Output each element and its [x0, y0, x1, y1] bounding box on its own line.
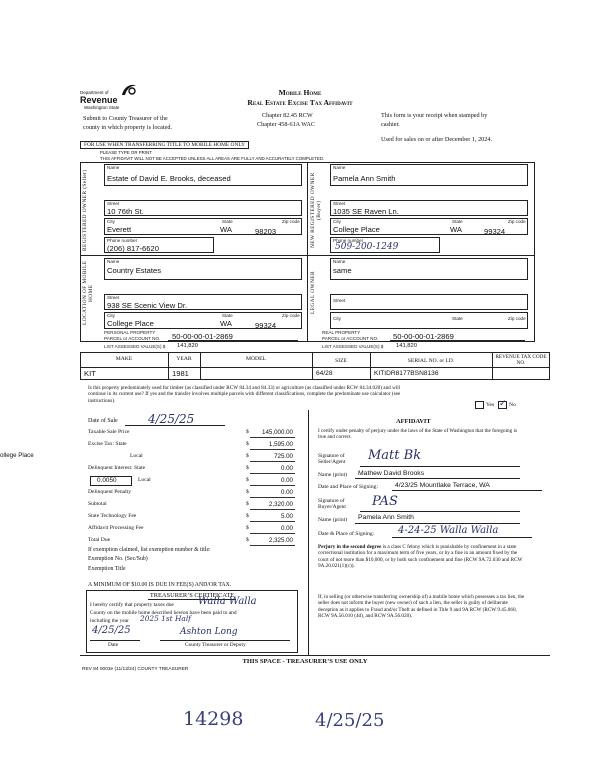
treasurer-deputy-label: County Treasurer or Deputy: [185, 642, 246, 648]
seller-state-label: State: [222, 219, 233, 224]
treasurer-line2: County on the mobile home described hereon have been paid to and: [90, 610, 237, 616]
receipt-note-line2: cashier.: [381, 121, 400, 128]
logo-dept-small: Department of: [80, 90, 109, 95]
buyer-phone-label: Phone number: [333, 238, 364, 243]
minimum-due-note: A MINIMUM OF $10.00 IS DUE IN FEE(S) AND/OR TAX.: [88, 582, 232, 588]
perjury-warning: [318, 544, 528, 569]
table-header-tax-code: REVENUE TAX CODE NO.: [495, 354, 547, 366]
owner-section-divider: [307, 162, 308, 342]
seller-signature-label-text: Signature of Seller/Agent: [318, 453, 346, 466]
location-state-label: State: [222, 313, 233, 318]
table-header-serial: SERIAL NO. or I.D.: [407, 358, 455, 364]
treasurer-date-line: [90, 640, 140, 641]
delinquent-local-label: Local: [138, 477, 151, 483]
total-due-line: [250, 545, 295, 546]
subtotal-line: [250, 509, 295, 510]
legal-parcel-underline: [390, 340, 525, 341]
buyer-city-value: College Place: [333, 225, 380, 234]
legal-owner-state-label: State: [452, 316, 463, 321]
excise-local-dollar: $: [246, 453, 249, 459]
subtotal-value: 2,320.00: [268, 501, 293, 508]
submit-instruction-line1: Submit to County Treasurer of the: [83, 115, 168, 122]
legal-owner-name-value: same: [333, 266, 352, 275]
excise-local-value: 725.00: [274, 453, 293, 460]
taxable-price-dollar: $: [246, 429, 249, 435]
form-revision: REV 84 0003e (11/13/24) COUNTY TREASURER: [82, 667, 189, 672]
tech-fee-dollar: $: [246, 513, 249, 519]
perjury-warning-bold: Perjury in the second degree: [318, 544, 382, 550]
affidavit-title: AFFIDAVIT: [396, 418, 431, 425]
table-header-size: SIZE: [335, 358, 347, 364]
fees-affidavit-divider: [308, 410, 309, 655]
timber-question: Is this property predominately used for timber (as classified under RCW 84.34 and 84.33) or agriculture (as classified under RCW 84.34.020) and will continue in its current use? If yes and the transfer involves multiple parcels with different classifications, complete the predominate use calculator (see instructions).: [88, 385, 401, 404]
seller-zip-value: 98203: [255, 227, 277, 236]
excise-state-value: 1,595.00: [268, 441, 293, 448]
seller-name-print-line: [355, 478, 520, 479]
seller-name-print-label: Name (print): [318, 472, 348, 478]
location-assessed-label: LIST ASSESSED VALUE(S) $: [104, 344, 166, 349]
legal-owner-city-field[interactable]: [330, 312, 528, 329]
tech-fee-line: [250, 521, 295, 522]
delinquent-penalty-value: 0.00: [280, 489, 293, 496]
buyer-signature-line: [360, 511, 520, 512]
treasurer-signature-line: [160, 640, 290, 641]
buyer-name-print-value: Pamela Ann Smith: [358, 514, 414, 521]
buyer-signature-label: [318, 498, 358, 511]
seller-name-label: Name: [107, 165, 120, 170]
total-due-value: 2,325.00: [268, 537, 293, 544]
taxable-price-value: 145,000.00: [262, 429, 293, 436]
excise-state-line: [250, 449, 295, 450]
delinquent-local-dollar: $: [246, 477, 249, 483]
buyer-signature: PAS: [372, 494, 398, 509]
form-title-line1: Mobile Home: [278, 88, 322, 97]
seller-name-print-value: Mathew David Brooks: [358, 470, 425, 477]
seller-city-value: Everett: [107, 225, 132, 234]
legal-owner-city-label: City: [333, 316, 341, 321]
legal-owner-name-label: Name: [333, 259, 346, 264]
treasurer-space-divider: [80, 655, 550, 656]
tech-fee-value: 5.00: [280, 513, 293, 520]
please-type-notice: PLEASE TYPE OR PRINT: [100, 150, 152, 155]
buyer-date-place-value: 4-24-25 Walla Walla: [398, 525, 499, 536]
table-col-divider-5: [492, 352, 493, 380]
buyer-name-value: Pamela Ann Smith: [333, 174, 396, 183]
delinquent-penalty-line: [250, 497, 295, 498]
timber-no-checkmark: ✓: [499, 399, 507, 409]
buyer-street-value: 1035 SE Raven Ln.: [333, 207, 399, 216]
location-parcel-label: PARCEL or ACCOUNT NO.: [104, 336, 161, 341]
seller-state-value: WA: [220, 225, 232, 234]
local-rate-value: 0.0050: [97, 477, 117, 484]
timber-yes-checkbox[interactable]: [475, 401, 484, 409]
buyer-phone-value: 509-200-1249: [335, 242, 399, 252]
location-street-label: Street: [107, 295, 120, 300]
location-section-label: LOCATION OF MOBILE HOME: [82, 260, 94, 326]
seller-date-place-value: 4/23/25 Mountlake Terrace, WA: [395, 482, 490, 489]
exemption-number-label: Exemption No. (Sec/Sub): [88, 556, 148, 562]
location-name-value: Country Estates: [107, 266, 162, 275]
treasurer-space-label: THIS SPACE - TREASURER’S USE ONLY: [242, 658, 368, 665]
delinquent-local-line: [250, 485, 295, 486]
buyer-state-label: State: [452, 219, 463, 224]
total-due-label: Total Due: [88, 537, 111, 543]
chapter-wac: Chapter 458-61A WAC: [257, 121, 315, 128]
location-parcel-value: 50-00-00-01-2869: [172, 332, 233, 341]
sales-date-note: Used for sales on or after December 1, 2024.: [381, 136, 492, 143]
treasurer-county-value: Walla Walla: [198, 596, 257, 607]
seller-zip-label: Zip code: [282, 219, 300, 224]
table-col-divider-3: [312, 352, 313, 380]
legal-owner-street-field[interactable]: [330, 294, 528, 310]
legal-assessed-label: LIST ASSESSED VALUE(S) $: [322, 344, 384, 349]
treasurer-year-value: 2025 1st Half: [140, 614, 191, 623]
legal-parcel-label: PARCEL or ACCOUNT NO.: [322, 336, 379, 341]
table-header-year: YEAR: [176, 356, 192, 362]
location-zip-value: 99324: [255, 321, 277, 330]
delinquent-interest-label: Delinquent Interest: State: [88, 465, 146, 471]
legal-parcel-value: 50-00-00-01-2869: [393, 332, 454, 341]
buyer-section-label: NEW REGISTERED OWNER (Buyer): [310, 172, 322, 248]
treasurer-date-value: 4/25/25: [92, 625, 131, 636]
taxable-price-line: [250, 437, 295, 438]
receipt-note-line1: This form is your receipt when stamped by: [381, 112, 488, 119]
tax-lien-warning: If, in selling (or otherwise transferring ownership of) a mobile home which possesses a tax lien, the seller does not inform the buyer (new owner) of such a lien, the seller is guilty of deliberate deception as it applies to Fraud and/or Theft as defined in Title 9 and 9A RCW (RCW 9.45.060, RCW 9A.56.010 (4d), and RCW 9A.56.020).: [318, 594, 525, 619]
subtotal-dollar: $: [246, 501, 249, 507]
total-due-dollar: $: [246, 537, 249, 543]
table-cell-year: 1981: [172, 369, 189, 378]
seller-signature: Matt Bk: [368, 448, 422, 463]
excise-local-label: Local: [130, 453, 143, 459]
treasurer-signature: Ashton Long: [180, 627, 238, 637]
delinquent-interest-value: 0.00: [280, 465, 293, 472]
seller-signature-label: [318, 453, 358, 466]
buyer-name-print-label: Name (print): [318, 517, 348, 523]
tech-fee-label: State Technology Fee: [88, 513, 137, 519]
buyer-street-label: Street: [333, 201, 346, 206]
seller-name-value: Estate of David E. Brooks, deceased: [107, 174, 231, 183]
delinquent-penalty-label: Delinquent Penalty: [88, 489, 132, 495]
buyer-city-label: City: [333, 219, 341, 224]
table-cell-serial: KITIDR8177BSN8136: [374, 370, 439, 377]
seller-street-label: Street: [107, 201, 120, 206]
treasurer-date-label: Date: [108, 642, 119, 648]
exemption-title-label: Exemption Title: [88, 566, 126, 572]
seller-date-place-label: Date and Place of Signing:: [318, 484, 378, 490]
location-assessed-value: 141,820: [177, 343, 198, 349]
receipt-date: 4/25/25: [315, 710, 385, 731]
buyer-date-place-line: [392, 537, 532, 538]
buyer-zip-value: 99324: [484, 227, 506, 236]
seller-phone-label: Phone number: [107, 238, 138, 243]
legal-owner-zip-label: Zip code: [508, 316, 526, 321]
affidavit-fee-label: Affidavit Processing Fee: [88, 525, 144, 531]
date-of-sale-underline: [125, 425, 225, 426]
buyer-signature-label-text: Signature of Buyer/Agent: [318, 498, 346, 511]
affidavit-fee-value: 0.00: [280, 525, 293, 532]
seller-city-label: City: [107, 219, 115, 224]
submit-instruction-line2: county in which property is located.: [83, 124, 173, 131]
location-name-label: Name: [107, 259, 120, 264]
buyer-name-print-line: [355, 523, 520, 524]
personal-property-label: PERSONAL PROPERTY: [104, 330, 156, 335]
subtotal-label: Subtotal: [88, 501, 107, 507]
buyer-name-label: Name: [333, 165, 346, 170]
taxable-price-label: Taxable Sale Price: [88, 429, 130, 435]
location-zip-label: Zip code: [282, 313, 300, 318]
location-city-value: College Place: [107, 319, 154, 328]
excise-state-label: Excise Tax: State: [88, 441, 127, 447]
seller-section-label: REGISTERED OWNER (Seller): [82, 169, 88, 251]
delinquent-local-value: 0.00: [280, 477, 293, 484]
location-state-value: WA: [220, 319, 232, 328]
owner-location-divider: [80, 255, 535, 256]
table-header-model: MODEL: [246, 356, 266, 362]
table-header-divider: [80, 367, 550, 368]
real-property-label: REAL PROPERTY: [322, 330, 361, 335]
treasurer-line1: I hereby certify that property taxes due: [90, 602, 174, 608]
delinquent-interest-line: [250, 473, 295, 474]
form-title-line2: Real Estate Excise Tax Affidavit: [247, 98, 353, 107]
buyer-state-value: WA: [450, 225, 462, 234]
buyer-date-place-label: Date & Place of Signing:: [318, 531, 375, 537]
seller-date-place-line: [392, 490, 542, 491]
delinquent-interest-dollar: $: [246, 465, 249, 471]
transfer-title-notice-text: FOR USE WHEN TRANSFERRING TITLE TO MOBILE HOME ONLY: [84, 142, 245, 148]
logo-dept-name: Revenue: [80, 95, 118, 105]
seller-signature-line: [360, 466, 520, 467]
date-of-sale-label: Date of Sale: [88, 418, 118, 424]
table-header-make: MAKE: [115, 356, 133, 362]
delinquent-penalty-dollar: $: [246, 489, 249, 495]
location-street-value: 938 SE Scenic View Dr.: [107, 301, 188, 310]
table-cell-size: 64/28: [316, 370, 333, 377]
timber-no-label: No: [509, 402, 516, 408]
seller-phone-value: (206) 817-6620: [107, 244, 159, 253]
legal-owner-street-label: Street: [333, 298, 346, 303]
not-accepted-notice: THIS AFFIDAVIT WILL NOT BE ACCEPTED UNLESS ALL AREAS ARE FULLY AND ACCURATELY COMPLETED.: [100, 156, 325, 161]
perjury-warning-text: is a class C felony which is punishable by confinement in a state correctional institution for a maximum term of five years, or by a fine in an amount fixed by the court of not more than $10,000, or by both such confinement and fine (RCW 9A.72.030 and RCW 9A.20.021(1)(c)).: [318, 544, 523, 569]
location-city-label: City: [107, 313, 115, 318]
table-col-divider-4: [370, 352, 371, 380]
buyer-zip-label: Zip code: [508, 219, 526, 224]
table-cell-make: KIT: [84, 369, 96, 378]
legal-section-label: LEGAL OWNER: [310, 271, 316, 315]
logo-swoosh-icon: [120, 83, 138, 97]
date-of-sale-value: 4/25/25: [148, 412, 195, 426]
seller-street-value: 10 76th St.: [107, 207, 144, 216]
treasurer-certificate-title: TREASURER’S CERTIFICATE: [149, 592, 235, 599]
local-place-value: ollege Place: [0, 452, 34, 459]
excise-local-line: [250, 461, 295, 462]
affidavit-certify: I certify under penalty of perjury under the laws of the State of Washington that the foregoing is true and correct.: [318, 428, 518, 441]
treasurer-line3: including the year: [90, 618, 129, 624]
excise-state-dollar: $: [246, 441, 249, 447]
transfer-title-notice: [80, 141, 249, 149]
timber-yes-label: Yes: [486, 402, 495, 408]
legal-assessed-value: 141,820: [396, 343, 417, 349]
logo-dept-state: Washington State: [84, 105, 120, 110]
legal-owner-name-field[interactable]: [330, 258, 528, 280]
dor-logo: [80, 84, 150, 110]
chapter-rcw: Chapter 82.45 RCW: [262, 112, 313, 119]
affidavit-fee-line: [250, 533, 295, 534]
location-parcel-underline: [168, 340, 298, 341]
receipt-number: 14298: [183, 708, 244, 730]
exemption-line1: If exemption claimed, list exemption number & title:: [88, 547, 211, 553]
affidavit-fee-dollar: $: [246, 525, 249, 531]
